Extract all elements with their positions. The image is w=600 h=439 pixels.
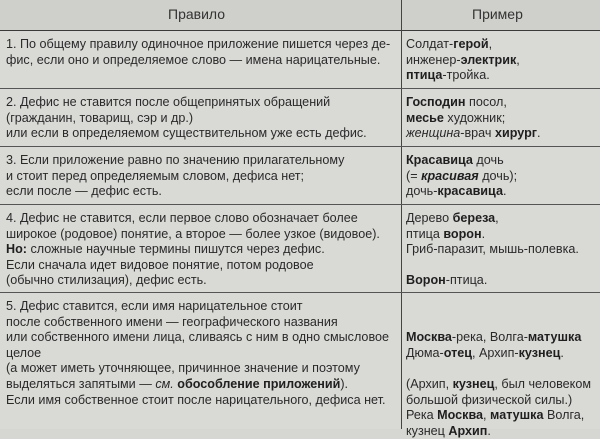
row-5-rule <box>6 299 396 408</box>
text-fragment: посол, <box>465 95 507 109</box>
text-line: 1. По общему правилу одиночное приложение пишется через де- <box>6 37 391 51</box>
row-divider <box>0 88 600 89</box>
text-fragment: (а может иметь уточняющее, причинное значение и поэтому <box>6 361 360 376</box>
row-3-rule <box>6 153 396 200</box>
emphasized-word: береза <box>452 211 496 225</box>
text-fragment: (Архип, <box>406 376 453 391</box>
text-line: если после — дефис есть. <box>6 184 162 199</box>
header-rule: Правило <box>168 6 226 22</box>
emphasized-word: красавица <box>437 184 503 199</box>
text-line <box>406 153 596 169</box>
emphasized-word: обособление приложений <box>173 376 341 391</box>
text-fragment: выделяться запятыми — <box>6 376 156 391</box>
text-fragment: Гриб-паразит, мышь-полевка. <box>406 242 579 257</box>
text-fragment: или собственного имени лица, сливаясь с ним в одно смысловое <box>6 330 389 345</box>
row-4-rule <box>6 211 396 289</box>
text-fragment: . <box>560 345 564 360</box>
text-fragment: , <box>495 211 499 225</box>
text-fragment: женщина <box>406 126 461 141</box>
text-line <box>406 258 596 274</box>
text-line <box>406 211 596 227</box>
text-fragment: (= <box>406 168 422 183</box>
emphasized-word: матушка <box>490 408 544 423</box>
emphasized-word: хирург <box>494 126 538 141</box>
emphasized-word: электрик <box>460 52 517 67</box>
emphasized-word: кузнец <box>452 376 495 391</box>
text-fragment: 4. Дефис не ставится, если первое слово обозначает более <box>6 211 358 225</box>
text-line <box>6 299 396 315</box>
text-fragment: Дюма- <box>406 345 444 360</box>
emphasized-word: герой <box>453 37 489 51</box>
row-4-example <box>406 211 596 289</box>
text-fragment: дочь- <box>406 184 438 199</box>
text-fragment: художник; <box>443 110 506 125</box>
emphasized-word: Красавица <box>406 153 473 167</box>
text-line <box>406 184 596 200</box>
text-fragment: , Архип- <box>472 345 519 360</box>
emphasized-word: Ворон <box>406 273 446 288</box>
text-fragment: -врач <box>460 126 495 141</box>
row-divider <box>0 204 600 205</box>
text-fragment: 5. Дефис ставится, если имя нарицательное стоит <box>6 299 303 313</box>
text-line <box>6 273 396 289</box>
text-line <box>6 393 396 409</box>
emphasized-word: отец <box>443 345 472 360</box>
text-fragment: -река, Волга- <box>451 330 528 345</box>
row-1-rule <box>6 37 396 68</box>
emphasized-word: матушка <box>527 330 582 345</box>
text-fragment: Волга, <box>543 408 585 423</box>
text-line: и стоит перед определяемым словом, дефиса нет; <box>6 168 305 183</box>
text-fragment: целое <box>6 345 42 360</box>
row-3-example <box>406 153 596 200</box>
table-header <box>0 0 600 31</box>
text-line <box>406 169 596 185</box>
column-divider <box>401 0 402 429</box>
text-line <box>406 95 596 111</box>
emphasized-word: Москва <box>437 408 484 423</box>
text-fragment: , был человеком <box>494 376 591 391</box>
text-line <box>406 68 596 84</box>
text-line <box>6 258 396 274</box>
text-fragment: см. <box>155 376 174 391</box>
row-divider <box>0 146 600 147</box>
emphasized-word: месье <box>406 110 444 125</box>
text-line <box>406 377 596 393</box>
text-line <box>406 242 596 258</box>
text-line <box>406 424 596 439</box>
text-fragment: , <box>483 408 491 423</box>
text-fragment: ). <box>340 376 349 391</box>
text-fragment: инженер- <box>406 52 461 67</box>
text-line <box>6 330 396 346</box>
text-line <box>6 211 396 227</box>
text-fragment: сложные научные термины пишутся через дефис. <box>26 242 325 257</box>
text-line <box>6 346 396 362</box>
text-fragment: (обычно стилизация), дефис есть. <box>6 273 207 288</box>
text-line: фис, если оно и определяемое слово — имена нарицательные. <box>6 52 381 67</box>
text-fragment: Если сначала идет видовое понятие, потом родовое <box>6 257 314 272</box>
text-line <box>406 361 596 377</box>
text-fragment: Солдат- <box>406 37 454 51</box>
text-line <box>406 111 596 127</box>
text-line <box>406 273 596 289</box>
text-line <box>406 126 596 142</box>
text-line: 3. Если приложение равно по значению прилагательному <box>6 153 345 167</box>
emphasized-word: птица <box>406 68 443 83</box>
text-line: 2. Дефис не ставится после общепринятых обращений <box>6 95 331 109</box>
text-fragment: . <box>481 226 486 241</box>
text-fragment: дочь <box>472 153 504 167</box>
text-fragment: Дерево <box>406 211 453 225</box>
text-fragment: кузнец <box>406 423 449 438</box>
text-fragment: после собственного имени — географического названия <box>6 314 338 329</box>
header-example: Пример <box>472 6 523 22</box>
text-line <box>406 227 596 243</box>
text-fragment: . <box>487 423 491 438</box>
text-line <box>6 227 396 243</box>
text-line <box>406 53 596 69</box>
text-line <box>6 242 396 258</box>
emphasized-word: кузнец <box>518 345 561 360</box>
text-line <box>406 37 596 53</box>
text-line <box>406 315 596 331</box>
text-fragment: птица <box>406 226 444 241</box>
text-line <box>6 361 396 377</box>
text-line <box>6 315 396 331</box>
row-2-example <box>406 95 596 142</box>
emphasized-word: Москва <box>406 330 452 345</box>
text-line <box>406 330 596 346</box>
text-fragment: . <box>502 184 507 199</box>
emphasized-word: Архип <box>448 423 488 438</box>
text-fragment: . <box>537 126 541 141</box>
row-divider <box>0 292 600 293</box>
text-line <box>406 299 596 315</box>
text-fragment: Если имя собственное стоит после нарицательного, дефиса нет. <box>6 392 386 407</box>
row-1-example <box>406 37 596 84</box>
text-line <box>406 408 596 424</box>
text-fragment: дочь); <box>478 168 518 183</box>
text-line: или если в определяемом существительном уже есть дефис. <box>6 126 367 141</box>
text-fragment: -тройка. <box>442 68 490 83</box>
text-line: (гражданин, товарищ, сэр и др.) <box>6 110 194 125</box>
row-5-example <box>406 299 596 439</box>
emphasized-word: красивая <box>421 168 479 183</box>
text-line <box>406 393 596 409</box>
text-fragment: -птица. <box>445 273 488 288</box>
text-fragment: большой физической силы.) <box>406 392 573 407</box>
text-fragment: широкое (родовое) понятие, а второе — более узкое (видовое). <box>6 226 380 241</box>
row-2-rule <box>6 95 396 142</box>
text-fragment: , <box>488 37 493 51</box>
text-fragment: Река <box>406 408 438 423</box>
emphasized-word: Но: <box>6 242 27 257</box>
text-fragment: , <box>516 52 520 67</box>
text-line <box>6 377 396 393</box>
text-line <box>406 346 596 362</box>
emphasized-word: ворон <box>443 226 482 241</box>
emphasized-word: Господин <box>406 95 466 109</box>
